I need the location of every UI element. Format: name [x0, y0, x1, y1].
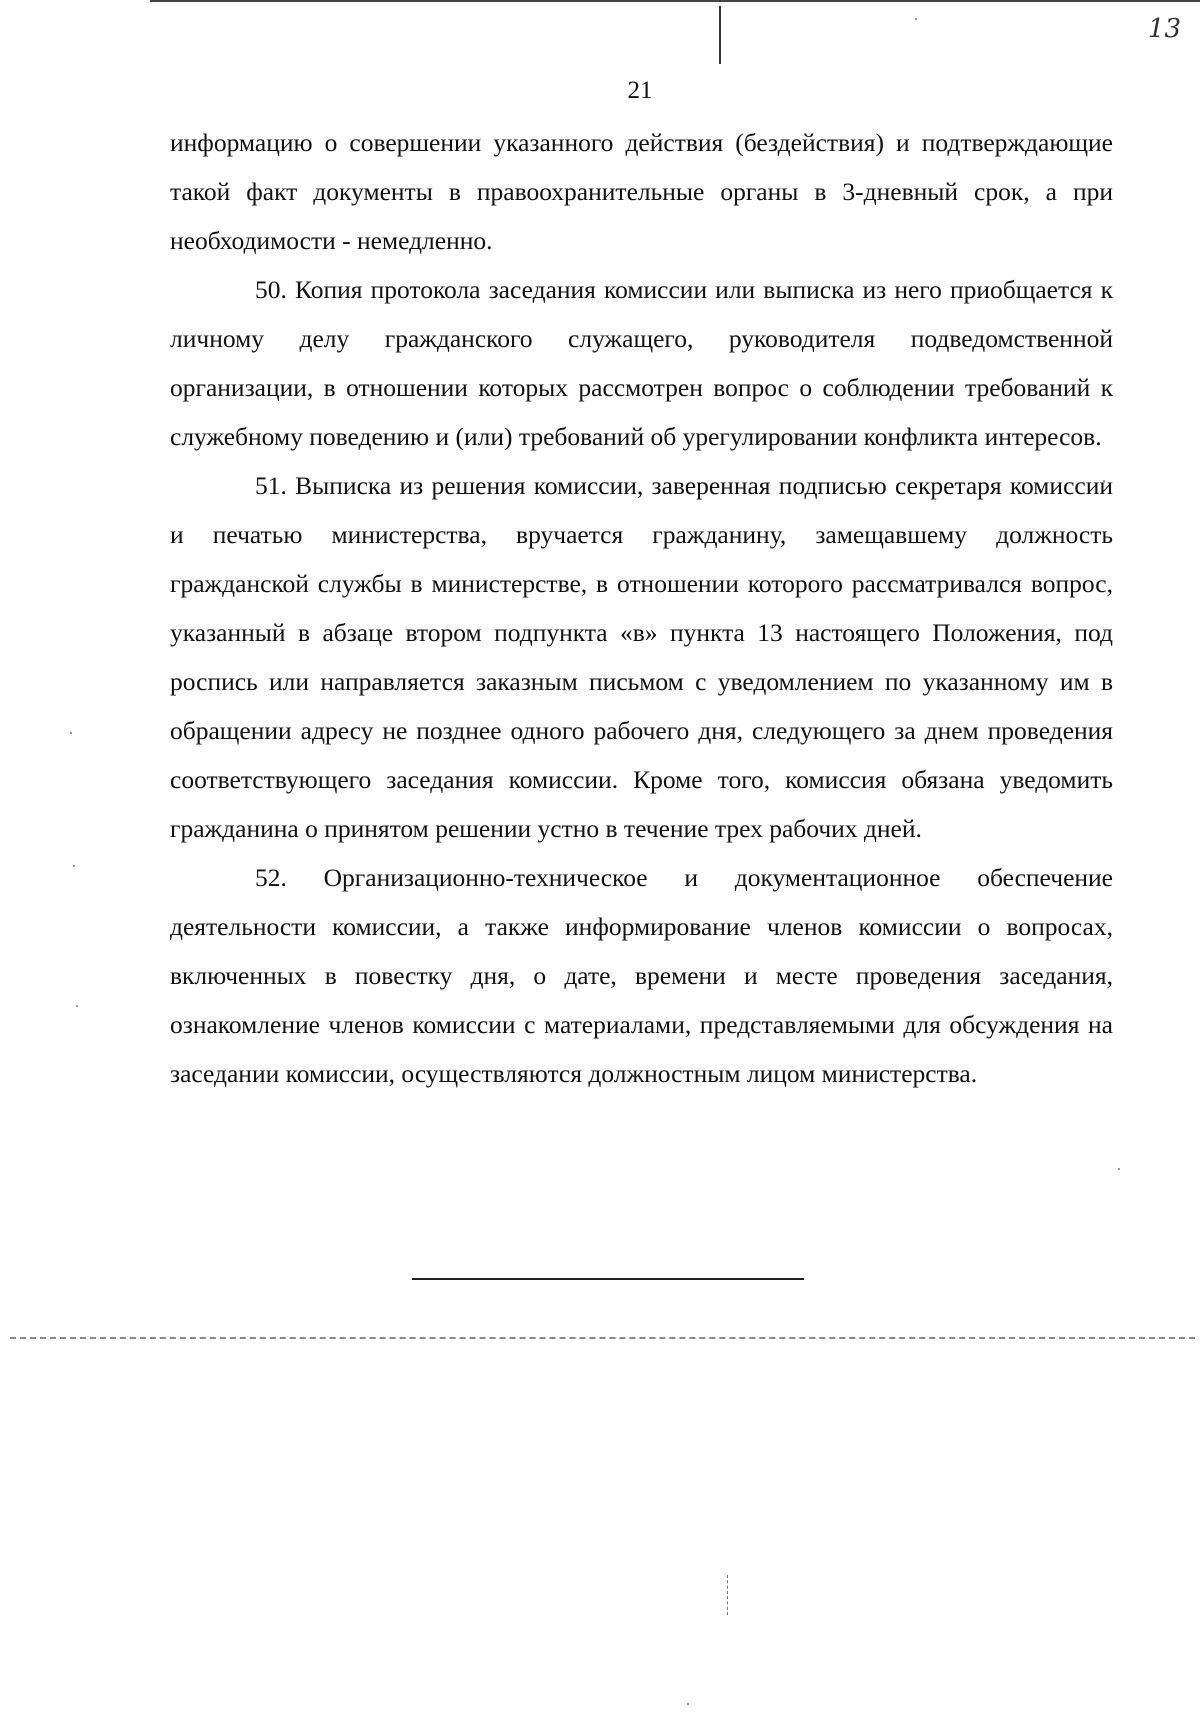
body-text: [170, 118, 1113, 1098]
paragraph-52: 52. Организационно-техническое и документационное обеспечение деятельности комиссии, а также информирование членов комиссии о вопросах, включенных в повестку дня, о дате, времени и месте проведения заседания, ознакомление членов комиссии с материалами, представляемыми для обсуждения на заседании комиссии, осуществляются должностным лицом министерства.: [170, 863, 1113, 1088]
scan-top-edge: [150, 0, 1200, 2]
end-of-document-rule: [412, 1278, 804, 1280]
scan-artifact-line: [10, 1337, 1195, 1339]
scan-speck: [76, 1005, 78, 1007]
binder-mark: [719, 6, 721, 64]
paragraph-50: 50. Копия протокола заседания комиссии или выписка из него приобщается к личному делу гражданского служащего, руководителя подведомственной организации, в отношении которых рассмотрен вопрос о соблюдении требований к служебному поведению и (или) требований об урегулировании конфликта интересов.: [170, 275, 1113, 451]
scan-speck: [70, 732, 72, 734]
paragraph-51: 51. Выписка из решения комиссии, заверенная подписью секретаря комиссии и печатью министерства, вручается гражданину, замещавшему должность гражданской службы в министерстве, в отношении которого рассматривался вопрос, указанный в абзаце втором подпункта «в» пункта 13 настоящего Положения, под роспись или направляется заказным письмом с уведомлением по указанному им в обращении адресу не позднее одного рабочего дня, следующего за днем проведения соответствующего заседания комиссии. Кроме того, комиссия обязана уведомить гражданина о принятом решении устно в течение трех рабочих дней.: [170, 471, 1113, 843]
paragraph-continuation: информацию о совершении указанного действия (бездействия) и подтверждающие такой факт документы в правоохранительные органы в 3-дневный срок, а при необходимости - немедленно.: [170, 128, 1113, 255]
handwritten-page-mark: 13: [1148, 14, 1182, 44]
scan-speck: [915, 18, 917, 20]
scan-speck: [687, 1703, 689, 1705]
scan-speck: [1118, 1168, 1120, 1170]
binder-mark-lower: [727, 1575, 729, 1615]
page-number: 21: [627, 77, 653, 104]
scan-speck: [73, 865, 75, 867]
